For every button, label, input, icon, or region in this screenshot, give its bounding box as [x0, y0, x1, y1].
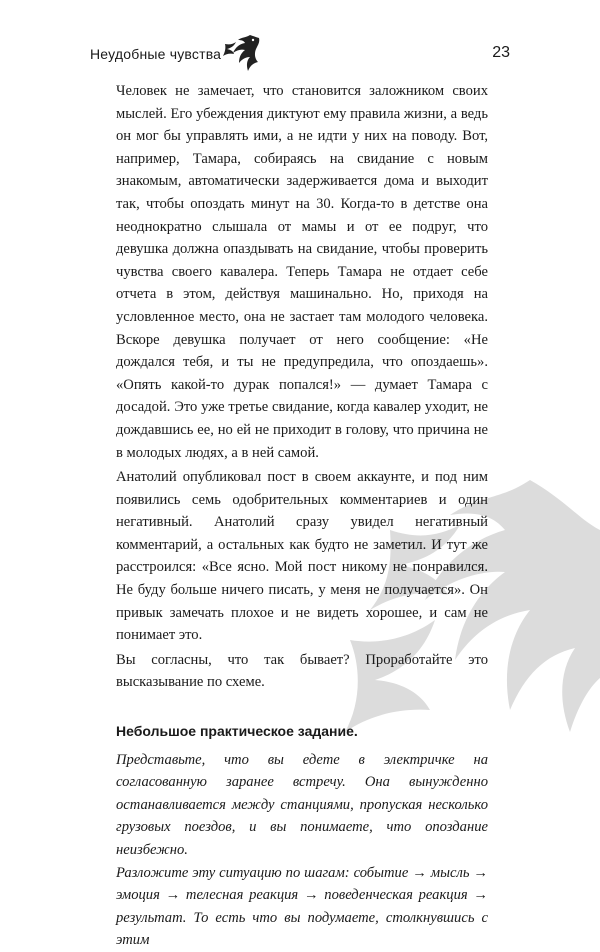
exercise-paragraph-1: Представьте, что вы едете в электричке на согласованную заранее встречу. Она вынужденно останавливается между станциями, пропуская несколько грузовых поездов, и вы понимаете, что опоздание неизбежно.: [116, 751, 488, 858]
dragon-icon: [220, 32, 262, 74]
page-header: [90, 38, 510, 72]
page-number: 23: [492, 44, 510, 61]
body-paragraph-1: Человек не замечает, что становится заложником своих мыслей. Его убеждения диктуют ему правила жизни, а ведь он мог бы управлять ими, а не идти у них на поводу. Вот, например, Тамара, собираясь на свидание с новым знакомым, автоматически задерживается дома и выходит так, чтобы опоздать минут на 30. Когда-то в детстве она неоднократно слышала от мамы и от ее подруг, что девушка должна опаздывать на свидание, чтобы проверить чувства своего кавалера. Теперь Тамара не отдает себе отчета в этом, действуя машинально. Но, приходя на условленное место, она не застает там молодого человека. Вскоре девушка получает от него сообщение: «Не дождался тебя, и ты не предупредила, что опоздаешь». «Опять какой-то дурак попался!» — думает Тамара с досадой. Это уже третье свидание, когда кавалер уходит, не дождавшись ее, но ей не приходит в голову, что причина не в молодых людях, а в ней самой.: [116, 83, 488, 461]
body-paragraph-2: Анатолий опубликовал пост в своем аккаунте, и под ним появились семь одобрительных комментариев и один негативный. Анатолий сразу увидел негативный комментарий, а остальных как будто не заметил. И тут же расстроился: «Все ясно. Мой пост никому не понравился. Не буду больше ничего писать, у меня не получается». Он привык замечать плохое и не видеть хорошее, и сам не понимает это.: [116, 469, 488, 644]
exercise-title: Небольшое практическое задание.: [116, 723, 358, 740]
running-title: Неудобные чувства: [90, 46, 222, 62]
exercise-paragraph-2: Разложите эту ситуацию по шагам: событие → мысль → эмоция → телесная реакция → поведенческая реакция → результат. То есть что вы подумаете, столкнувшись с этим: [116, 864, 488, 949]
page-content: [116, 80, 488, 952]
body-paragraph-3: Вы согласны, что так бывает? Проработайте это высказывание по схеме.: [116, 651, 488, 691]
